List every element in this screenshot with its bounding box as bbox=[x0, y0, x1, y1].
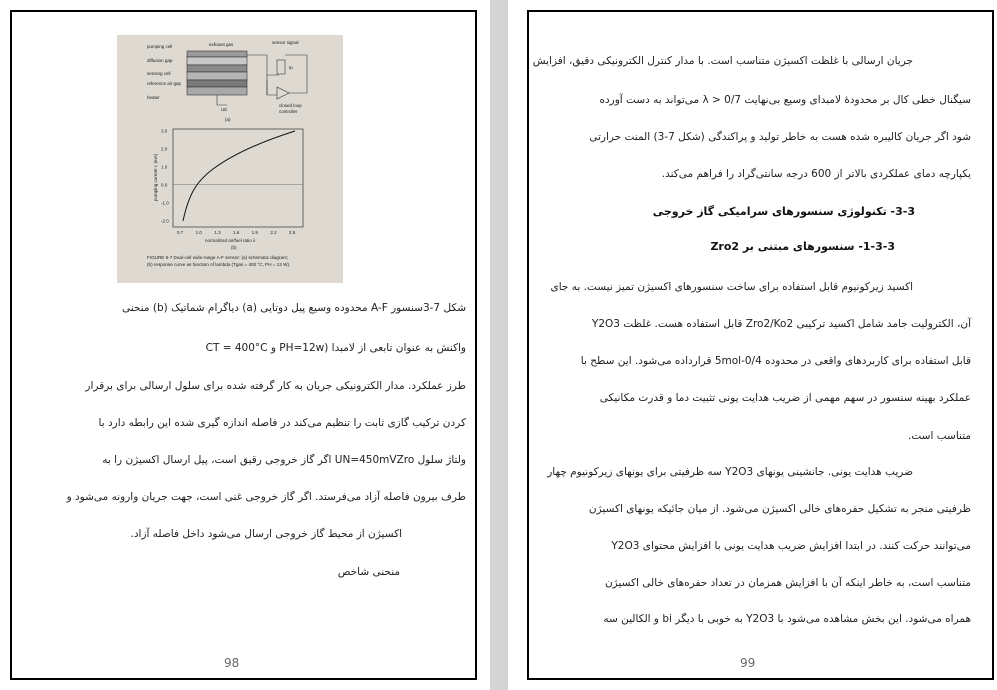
text-line: ظرفیتی منجر به تشکیل حفره‌های خالی اکسیژن می‌شود. از میان جائیکه یونهای اکسیژن bbox=[588, 503, 971, 515]
y-tick-label: 3.0 bbox=[161, 128, 168, 134]
y-tick-label: 0.0 bbox=[161, 182, 168, 188]
label-closed-loop: closed loop bbox=[279, 103, 302, 108]
y-tick-label: -1.0 bbox=[161, 200, 169, 206]
response-curve bbox=[183, 131, 295, 221]
label-sub-a: (a) bbox=[225, 117, 231, 122]
figure-caption-line2: (b) response curve as function of lambda (Tgas = 400 °C, PH = 12 W). bbox=[147, 262, 291, 267]
text-line: شکل 7-3سنسور A-F محدوده وسیع پیل دوتایی (a) دیاگرام شماتیک (b) منحنی bbox=[122, 302, 466, 314]
text-line: عملکرد بهینه سنسور در سهم مهمی از ضریب هدایت یونی تثبیت دما و قدرت مکانیکی bbox=[599, 392, 971, 404]
y-tick-label: 2.0 bbox=[161, 146, 168, 152]
x-tick-label: 0.7 bbox=[177, 230, 184, 235]
figure-scan bbox=[117, 35, 343, 283]
text-line: واکنش به عنوان تابعی از لامبدا (PH=12w و CT = 400°C bbox=[205, 342, 466, 354]
label-sensor-signal: sensor signal bbox=[272, 40, 299, 45]
label-controller: controller bbox=[279, 109, 298, 114]
label-ip: Ip bbox=[289, 65, 293, 70]
text-line: اکسید زیرکونیوم قابل استفاده برای ساخت سنسورهای اکسیژن تمیز نیست. به جای bbox=[550, 281, 913, 293]
right-page bbox=[508, 0, 997, 690]
y-tick-labels bbox=[161, 129, 169, 224]
text-line: طرف بیرون فاصله آزاد می‌فرستد. اگر گاز خروجی غنی است، جهت جریان وارونه می‌شود و bbox=[66, 491, 466, 503]
label-diffusion-gap: diffusion gap bbox=[147, 58, 173, 63]
x-tick-label: 1.6 bbox=[233, 230, 240, 235]
label-exhaust-gas: exhaust gas bbox=[209, 42, 234, 47]
x-tick-label: 1.9 bbox=[251, 230, 258, 235]
text-line: می‌توانند حرکت کنند. در ابتدا افزایش ضریب هدایت یونی با افزایش محتوای Y2O3 bbox=[611, 540, 971, 552]
text-line: کردن ترکیب گازی ثابت را تنظیم می‌کند در فاصله اندازه گیری شده این رابطه دارد با bbox=[98, 417, 466, 429]
text-line: متناسب است. bbox=[908, 430, 971, 442]
page-number: 98 bbox=[224, 656, 240, 670]
text-line: ولتاژ سلول UN=450mVZro اگر گاز خروجی رقیق است، پیل ارسال اکسیژن را به bbox=[102, 454, 466, 466]
text-line: یکپارچه دمای عملکردی بالاتر از 600 درجه سانتی‌گراد را فراهم می‌کند. bbox=[661, 168, 971, 180]
label-pumping-cell: pumping cell bbox=[147, 44, 173, 49]
x-tick-label: 1.0 bbox=[195, 230, 202, 235]
subsection-heading: 1-3-3- سنسورهای مبتنی بر Zro2 bbox=[710, 240, 895, 253]
chart-xlabel: normalized air/fuel ratio λ bbox=[205, 238, 256, 243]
subheading: منحنی شاخص bbox=[337, 566, 400, 578]
text-line: جریان ارسالی با غلظت اکسیژن متناسب است. با مدار کنترل الکترونیکی دقیق، افزایش bbox=[532, 55, 913, 67]
text-line: آن، الکترولیت جامد شامل اکسید ترکیبی Zro2/Ko2 قابل استفاده هست. غلظت Y2O3 bbox=[591, 318, 971, 330]
label-reference-air-gap: reference air gap bbox=[147, 81, 182, 86]
text-line: متناسب است، به خاطر اینکه آن با افزایش همزمان در تعداد حفره‌های خالی اکسیژن bbox=[604, 577, 971, 589]
text-line: همراه می‌شود. این بخش مشاهده می‌شود با Y2O3 به خوبی با دیگر bi و الکالین سه bbox=[603, 613, 971, 625]
schematic-diagram bbox=[147, 40, 307, 122]
label-sensing-cell: sensing cell bbox=[147, 71, 171, 76]
text-line: طرز عملکرد. مدار الکترونیکی جریان به کار گرفته شده برای سلول ارسالی برای برقرار bbox=[85, 380, 466, 392]
x-tick-label: 2.5 bbox=[289, 230, 296, 235]
text-line: اکسیژن از محیط گاز خروجی ارسال می‌شود داخل فاصله آزاد. bbox=[130, 528, 402, 540]
x-tick-label: 1.3 bbox=[214, 230, 221, 235]
y-tick-label: 1.0 bbox=[161, 164, 168, 170]
label-sub-b: (b) bbox=[231, 245, 237, 250]
x-tick-label: 2.2 bbox=[270, 230, 277, 235]
y-tick-label: -2.0 bbox=[161, 218, 169, 224]
label-heater: heater bbox=[147, 95, 160, 100]
response-chart bbox=[153, 129, 303, 251]
left-page bbox=[0, 0, 490, 690]
text-line: سیگنال خطی کال بر محدودۀ لامبدای وسیع بی‌نهایت λ > 0/7 می‌تواند به دست آورده bbox=[599, 94, 971, 106]
section-heading: 3-3- تکنولوژی سنسورهای سرامیکی گاز خروجی bbox=[652, 205, 915, 218]
figure-sensor bbox=[117, 35, 343, 283]
text-line: ضریب هدایت یونی. جانشینی یونهای Y2O3 سه ظرفیتی برای یونهای زیرکونیوم چهار bbox=[547, 466, 913, 478]
label-ue: UE bbox=[221, 107, 228, 112]
text-line: قابل استفاده برای کاربردهای واقعی در محدوده 0/4-5mol قرارداده می‌شود. این سطح با bbox=[580, 355, 971, 367]
text-line: شود اگر جریان کالیبره شده هست به خاطر تولید و پراکندگی (شکل 7-3) المنت حرارتی bbox=[589, 131, 971, 143]
figure-caption-line1: FIGURE 6-7 Dual-cell wide-range A-F sensor: (a) schematic diagram; bbox=[147, 255, 289, 260]
x-tick-labels bbox=[177, 230, 296, 235]
page-number: 99 bbox=[740, 656, 756, 670]
chart-ylabel: pumping current I, (mA) bbox=[153, 153, 158, 201]
